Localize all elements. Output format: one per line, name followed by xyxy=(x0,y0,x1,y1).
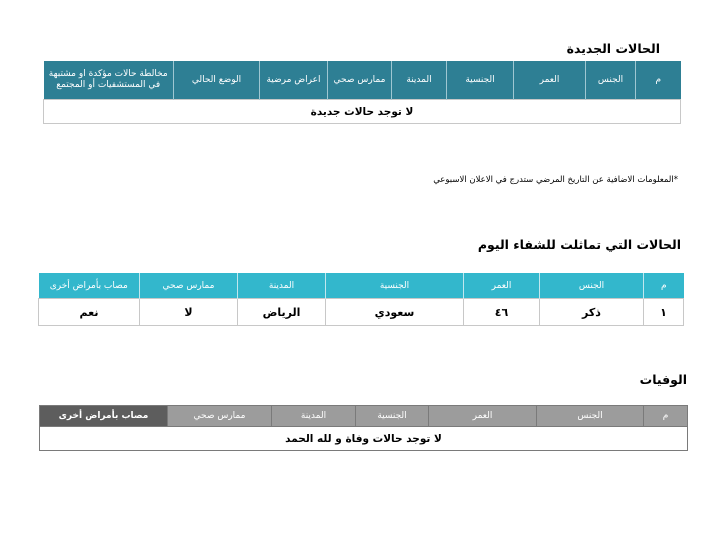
column-header-city: المدينة xyxy=(238,273,326,299)
cell-nationality: سعودي xyxy=(326,299,464,326)
table-row xyxy=(44,100,681,124)
column-header-gender: الجنس xyxy=(540,273,644,299)
cell-city: الرياض xyxy=(238,299,326,326)
additional-info-note: *المعلومات الاضافية عن التاريخ المرضي ستدرج في الاعلان الاسبوعي xyxy=(433,175,678,185)
column-header-age: العمر xyxy=(464,273,540,299)
column-header-city: المدينة xyxy=(392,61,447,100)
column-header-index: م xyxy=(644,406,688,427)
table-row xyxy=(40,427,688,451)
column-header-nationality: الجنسية xyxy=(326,273,464,299)
new-cases-table xyxy=(43,61,681,124)
column-header-nationality: الجنسية xyxy=(356,406,429,427)
table-header-row xyxy=(39,273,684,299)
column-header-symptoms: اعراض مرضية xyxy=(260,61,328,100)
deaths-table xyxy=(39,405,688,451)
new-cases-title: الحالات الجديدة xyxy=(566,41,660,56)
cell-index: ١ xyxy=(644,299,684,326)
column-header-age: العمر xyxy=(514,61,586,100)
column-header-health-practitioner: ممارس صحي xyxy=(140,273,238,299)
cell-other-diseases: نعم xyxy=(39,299,140,326)
column-header-gender: الجنس xyxy=(537,406,644,427)
table-row xyxy=(39,299,684,326)
deaths-title: الوفيات xyxy=(639,372,687,387)
cell-age: ٤٦ xyxy=(464,299,540,326)
column-header-contact: مخالطة حالات مؤكدة او مشتبهة في المستشفيات أو المجتمع xyxy=(44,61,174,100)
cell-health-practitioner: لا xyxy=(140,299,238,326)
column-header-city: المدينة xyxy=(272,406,356,427)
recovered-title: الحالات التي تماثلت للشفاء اليوم xyxy=(477,237,681,252)
column-header-index: م xyxy=(644,273,684,299)
table-header-row xyxy=(44,61,681,100)
column-header-age: العمر xyxy=(429,406,537,427)
column-header-other-diseases: مصاب بأمراض أخرى xyxy=(40,406,168,427)
cell-gender: ذكر xyxy=(540,299,644,326)
column-header-other-diseases: مصاب بأمراض أخرى xyxy=(39,273,140,299)
column-header-nationality: الجنسية xyxy=(447,61,514,100)
column-header-health-practitioner: ممارس صحي xyxy=(168,406,272,427)
empty-message: لا توجد حالات وفاة و لله الحمد xyxy=(40,427,688,451)
column-header-current-status: الوضع الحالي xyxy=(174,61,260,100)
column-header-index: م xyxy=(636,61,681,100)
column-header-gender: الجنس xyxy=(586,61,636,100)
table-header-row xyxy=(40,406,688,427)
recovered-table xyxy=(38,273,684,326)
column-header-health-practitioner: ممارس صحي xyxy=(328,61,392,100)
empty-message: لا توجد حالات جديدة xyxy=(44,100,681,124)
